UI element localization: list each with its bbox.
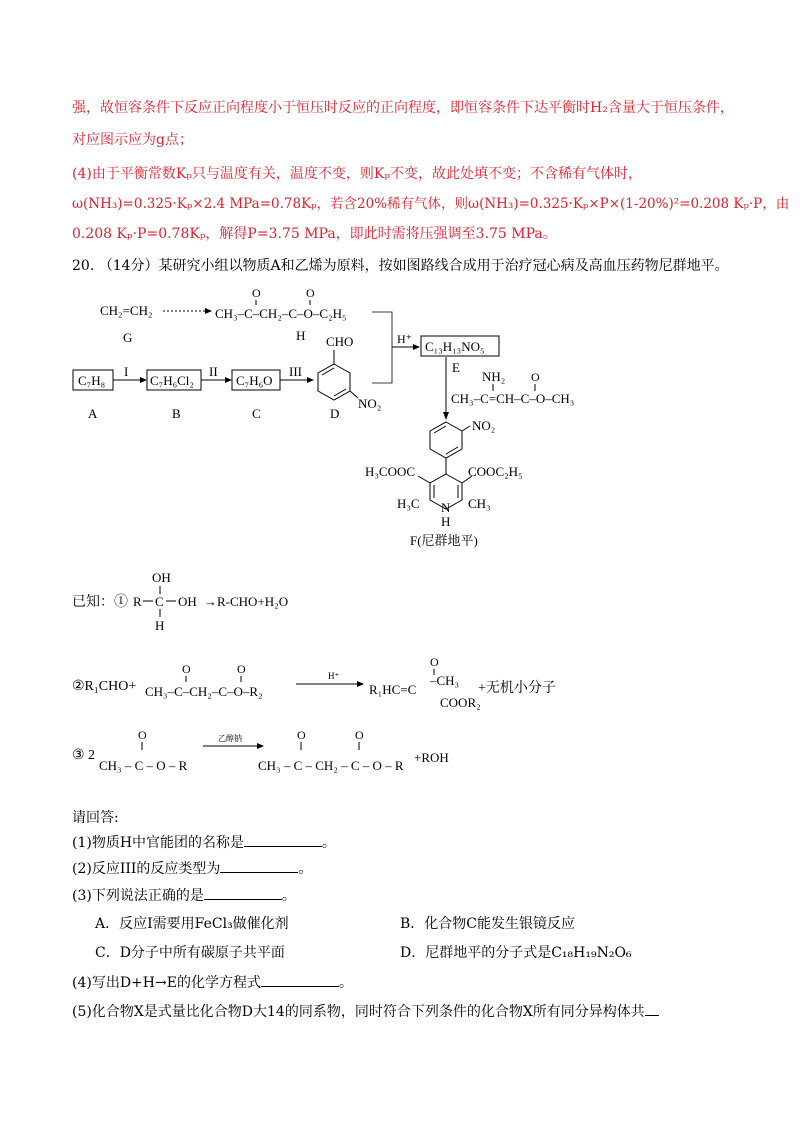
period: 。	[298, 861, 313, 877]
carbonyl-o: O	[355, 728, 364, 742]
step-I: I	[124, 364, 129, 379]
answer-blank[interactable]	[220, 859, 298, 873]
k1-c: C	[155, 594, 164, 609]
compound-F-methyl-left: H₃C	[397, 496, 420, 511]
compound-F-methyl-right: CH₃	[468, 496, 491, 511]
acid-condition: H⁺	[397, 332, 412, 346]
compound-H-formula: CH₃–C–CH₂–C–O–C₂H₅	[215, 306, 347, 321]
answer-line-3: (4)由于平衡常数Kₚ只与温度有关，温度不变，则Kₚ不变，故此处填不变；不含稀有气体时，	[72, 166, 642, 182]
k2-product-ch3: –CH₃	[430, 673, 460, 688]
answer-line-1: 强，故恒容条件下反应正向程度小于恒压时反应的正向程度，即恒容条件下达平衡时H₂含量大于恒压条件，	[72, 100, 734, 116]
questions-prompt: 请回答:	[72, 810, 119, 826]
k3-tail: +ROH	[414, 750, 449, 765]
answer-line-4: ω(NH₃)=0.325·Kₚ×2.4 MPa=0.78Kₚ，若含20%稀有气体，则ω(NH₃)=0.325·Kₚ×P×(1-20%)²=0.208 Kₚ·P，由	[72, 196, 790, 212]
question-3	[72, 886, 296, 906]
carbonyl-o: O	[182, 662, 191, 676]
carbonyl-o: O	[252, 286, 261, 300]
carbonyl-o: O	[531, 370, 540, 384]
step-II: II	[209, 364, 218, 379]
k1-oh-top: OH	[152, 570, 171, 585]
compound-D-structure	[318, 350, 358, 400]
compound-F-structure	[418, 422, 472, 509]
period: 。	[281, 888, 296, 904]
answer-blank[interactable]	[645, 1002, 659, 1016]
answer-blank[interactable]	[204, 886, 282, 900]
compound-F-left-ester: H₃COOC	[365, 464, 416, 479]
question-intro: （14分）某研究小组以物质A和乙烯为原料，按如图路线合成用于治疗冠心病及高血压药物尼群地平。	[98, 258, 729, 274]
k2-lead: ②R₁CHO+	[72, 679, 137, 694]
k1-h: H	[155, 618, 165, 633]
k2-tail: +无机小分子	[478, 681, 556, 696]
question-3-text: (3)下列说法正确的是	[72, 888, 204, 904]
option-c[interactable]: C．D分子中所有碳原子共平面	[95, 945, 285, 961]
option-b[interactable]: B．化合物C能发生银镜反应	[400, 916, 575, 932]
compound-A-formula: C₇H₈	[78, 373, 106, 388]
compound-G-formula: CH₂=CH₂	[100, 303, 153, 318]
k2-product-coor: COOR₂	[440, 695, 481, 710]
compound-C-formula: C₇H₆O	[236, 373, 273, 388]
k3-product: CH₃ – C – CH₂ – C – O – R	[258, 758, 404, 773]
period: 。	[338, 975, 353, 991]
carbonyl-o: O	[306, 286, 315, 300]
option-a[interactable]: A．反应I需要用FeCl₃做催化剂	[95, 916, 289, 932]
question-5-text: (5)化合物X是式量比化合物D大14的同系物，同时符合下列条件的化合物X所有同分异构体共	[72, 1004, 645, 1020]
compound-D-no2: NO₂	[358, 396, 382, 411]
answer-line-2: 对应图示应为g点；	[72, 132, 193, 148]
compound-B-formula: C₇H₆Cl₂	[150, 373, 194, 388]
compound-F-hydrogen: H	[441, 514, 451, 529]
question-5	[72, 1002, 659, 1022]
compound-D-cho: CHO	[326, 334, 354, 349]
k1-r: R	[133, 594, 142, 609]
carbonyl-o: O	[297, 728, 306, 742]
compound-E-label: E	[452, 360, 460, 375]
k2-product-main: R₁HC=C	[369, 682, 417, 697]
k3-reactant: CH₃ – C – O – R	[99, 758, 188, 773]
option-d[interactable]: D．尼群地平的分子式是C₁₈H₁₉N₂O₆	[400, 945, 632, 961]
carbonyl-o: O	[138, 728, 147, 742]
answer-line-5: 0.208 Kₚ·P=0.78Kₚ，解得P=3.75 MPa，即此时需将压强调至3.75 MPa。	[72, 226, 557, 242]
compound-F-label: F(尼群地平)	[410, 533, 478, 548]
carbonyl-o: O	[430, 655, 439, 669]
compound-F-no2: NO₂	[472, 418, 496, 433]
answer-blank[interactable]	[261, 973, 339, 987]
period: 。	[322, 835, 337, 851]
compound-F-nitrogen: N	[441, 500, 451, 515]
k2-reactant: CH₃–C–CH₂–C–O–R₂	[145, 684, 263, 699]
enamine-reagent: CH₃–C=CH–C–O–CH₃	[451, 391, 575, 406]
compound-G-label: G	[123, 330, 133, 345]
k3-lead: ③ 2	[72, 748, 96, 763]
question-2-text: (2)反应III的反应类型为	[72, 861, 221, 877]
k2-condition: H⁺	[328, 671, 340, 681]
compound-F-right-ester: COOC₂H₅	[468, 464, 523, 479]
question-1	[72, 833, 336, 853]
k1-product: →R-CHO+H₂O	[204, 594, 289, 609]
step-III: III	[289, 364, 302, 379]
enamine-nh2: NH₂	[482, 369, 506, 384]
compound-H-label: H	[296, 328, 306, 343]
compound-D-label: D	[330, 406, 340, 421]
question-2	[72, 859, 312, 879]
compound-B-label: B	[172, 406, 181, 421]
question-number: 20.	[72, 258, 95, 274]
question-1-text: (1)物质H中官能团的名称是	[72, 835, 245, 851]
answer-blank[interactable]	[244, 833, 322, 847]
compound-C-label: C	[252, 406, 261, 421]
known-label: 已知：①	[72, 595, 128, 610]
compound-A-label: A	[88, 406, 98, 421]
question-4-text: (4)写出D+H→E的化学方程式	[72, 975, 261, 991]
compound-E-formula: C₁₃H₁₃NO₅	[425, 339, 485, 354]
carbonyl-o: O	[237, 662, 246, 676]
question-4	[72, 973, 353, 993]
k1-oh: OH	[178, 594, 197, 609]
k3-condition: 乙醇钠	[218, 734, 242, 743]
